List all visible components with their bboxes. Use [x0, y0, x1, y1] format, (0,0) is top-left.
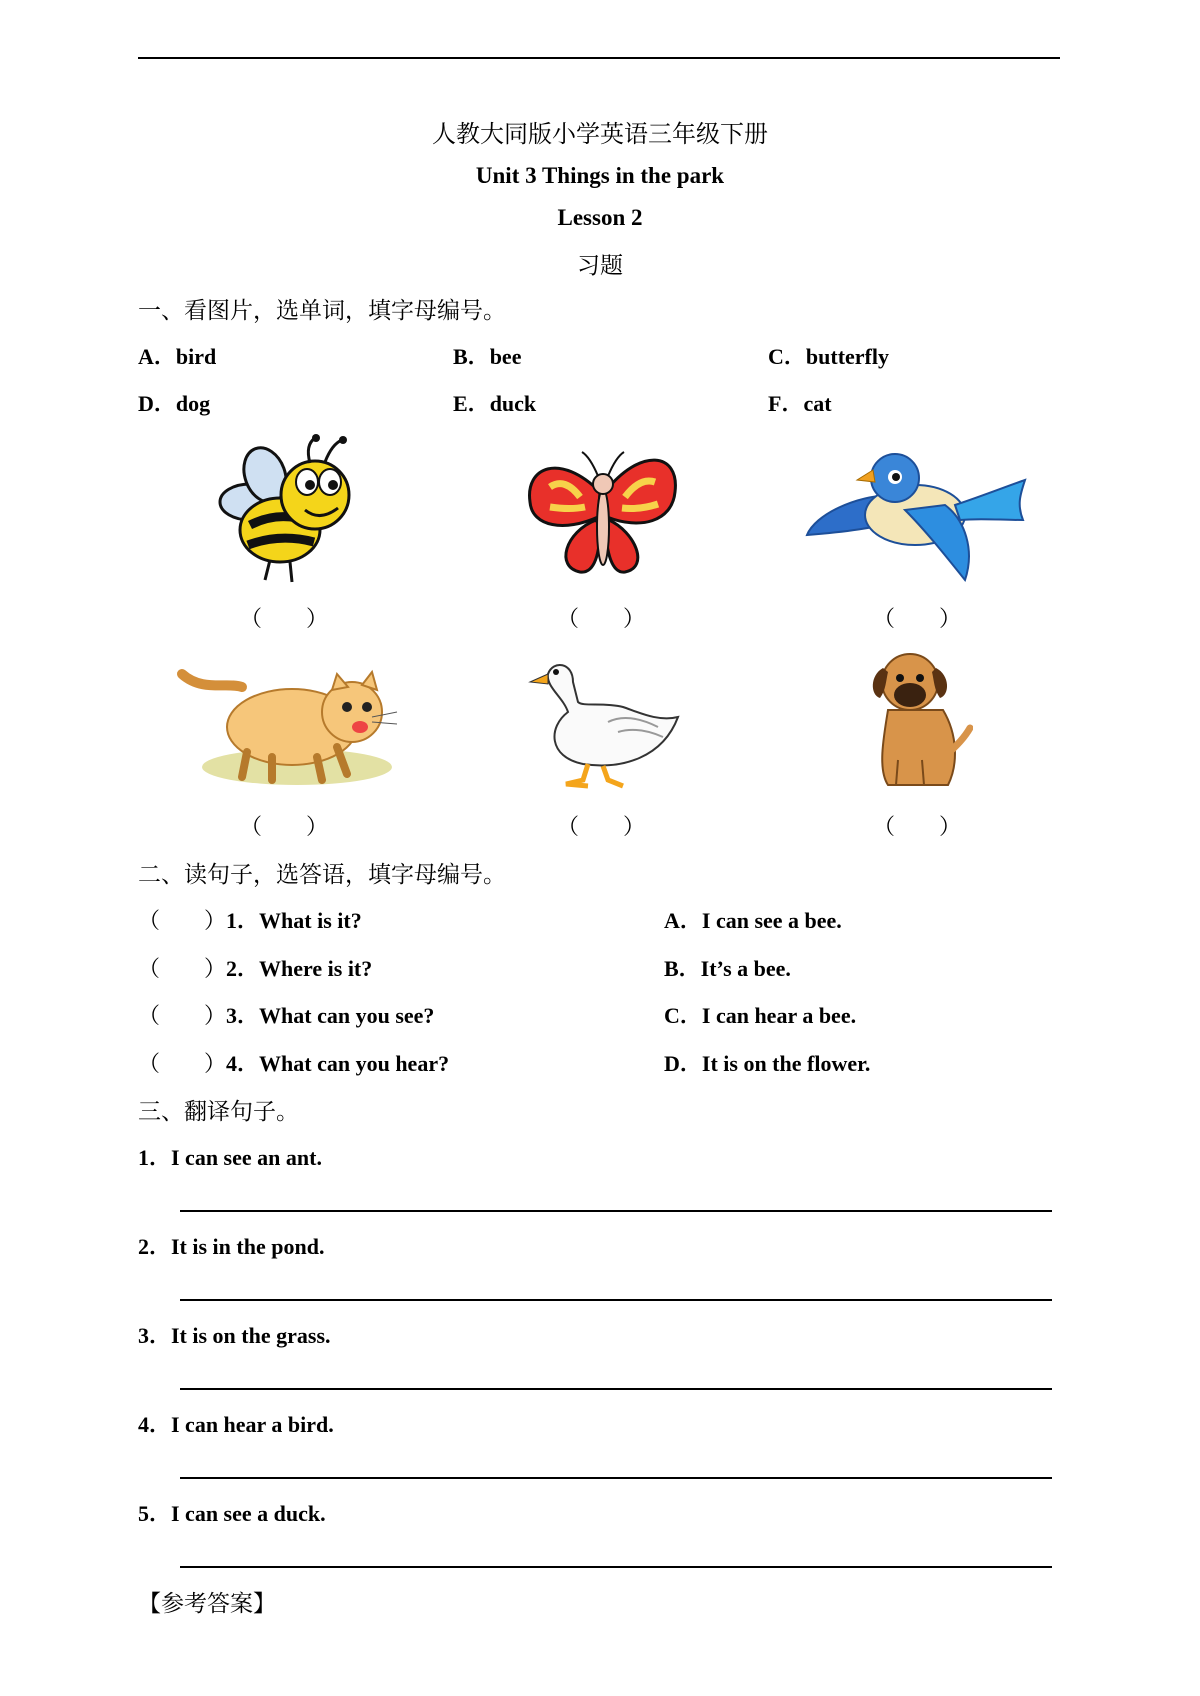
option-f — [768, 387, 832, 418]
answer-line[interactable] — [180, 1566, 1052, 1568]
option-b — [453, 340, 521, 371]
answer-key-heading: 【参考答案】 — [138, 1591, 276, 1617]
blank-dog[interactable]: （ ） — [873, 815, 962, 840]
translate-item-1: 1．I can see an ant. — [138, 1145, 322, 1170]
answer-d: D．It is on the flower. — [664, 1051, 871, 1076]
bird-picture — [805, 440, 1030, 590]
answer-blank[interactable]: （ ） — [138, 1051, 227, 1076]
answer-line[interactable] — [180, 1299, 1052, 1301]
book-title: 人教大同版小学英语三年级下册 — [432, 120, 768, 148]
question-text: 3．What can you see? — [226, 1003, 435, 1028]
blank-bee[interactable]: （ ） — [240, 607, 329, 632]
option-word: cat — [803, 391, 832, 416]
blank-butterfly[interactable]: （ ） — [557, 607, 646, 632]
option-word: duck — [489, 391, 537, 416]
question-text: 4．What can you hear? — [226, 1051, 450, 1076]
answer-blank[interactable]: （ ） — [138, 1003, 227, 1028]
section2-heading: 二、读句子，选答语，填字母编号。 — [138, 862, 506, 888]
question-3 — [138, 999, 434, 1030]
answer-line[interactable] — [180, 1210, 1052, 1212]
translate-item-3: 3．It is on the grass. — [138, 1323, 331, 1348]
option-letter: C． — [768, 344, 806, 369]
option-c — [768, 340, 889, 371]
answer-line[interactable] — [180, 1388, 1052, 1390]
lesson-title: Lesson 2 — [557, 205, 643, 230]
option-word: bee — [489, 344, 522, 369]
option-d — [138, 387, 210, 418]
option-letter: B． — [453, 344, 490, 369]
exercise-title: 习题 — [577, 253, 623, 279]
option-a — [138, 340, 216, 371]
question-text: 2．Where is it? — [226, 956, 373, 981]
option-letter: E． — [453, 391, 490, 416]
cat-picture — [172, 652, 407, 787]
unit-title: Unit 3 Things in the park — [475, 163, 725, 188]
answer-blank[interactable]: （ ） — [138, 908, 227, 933]
option-word: butterfly — [805, 344, 889, 369]
answer-b: B．It’s a bee. — [664, 956, 791, 981]
blank-cat[interactable]: （ ） — [240, 815, 329, 840]
header-rule — [138, 57, 1060, 59]
blank-duck[interactable]: （ ） — [557, 815, 646, 840]
blank-bird[interactable]: （ ） — [873, 607, 962, 632]
option-letter: D． — [138, 391, 176, 416]
answer-c: C．I can hear a bee. — [664, 1003, 857, 1028]
butterfly-picture — [520, 432, 685, 582]
translate-item-2: 2．It is in the pond. — [138, 1234, 325, 1259]
option-word: dog — [175, 391, 211, 416]
dog-picture — [858, 650, 973, 790]
translate-item-5: 5．I can see a duck. — [138, 1501, 326, 1526]
question-1 — [138, 904, 362, 935]
question-2 — [138, 952, 372, 983]
question-4 — [138, 1047, 449, 1078]
option-word: bird — [175, 344, 217, 369]
answer-line[interactable] — [180, 1477, 1052, 1479]
option-e — [453, 387, 536, 418]
section1-heading: 一、看图片，选单词，填字母编号。 — [138, 298, 506, 324]
question-text: 1．What is it? — [226, 908, 362, 933]
duck-picture — [528, 652, 683, 792]
answer-a: A．I can see a bee. — [664, 908, 842, 933]
answer-blank[interactable]: （ ） — [138, 956, 227, 981]
option-letter: F． — [768, 391, 804, 416]
section3-heading: 三、翻译句子。 — [138, 1099, 299, 1125]
translate-item-4: 4．I can hear a bird. — [138, 1412, 334, 1437]
option-letter: A． — [138, 344, 176, 369]
bee-picture — [210, 430, 370, 590]
